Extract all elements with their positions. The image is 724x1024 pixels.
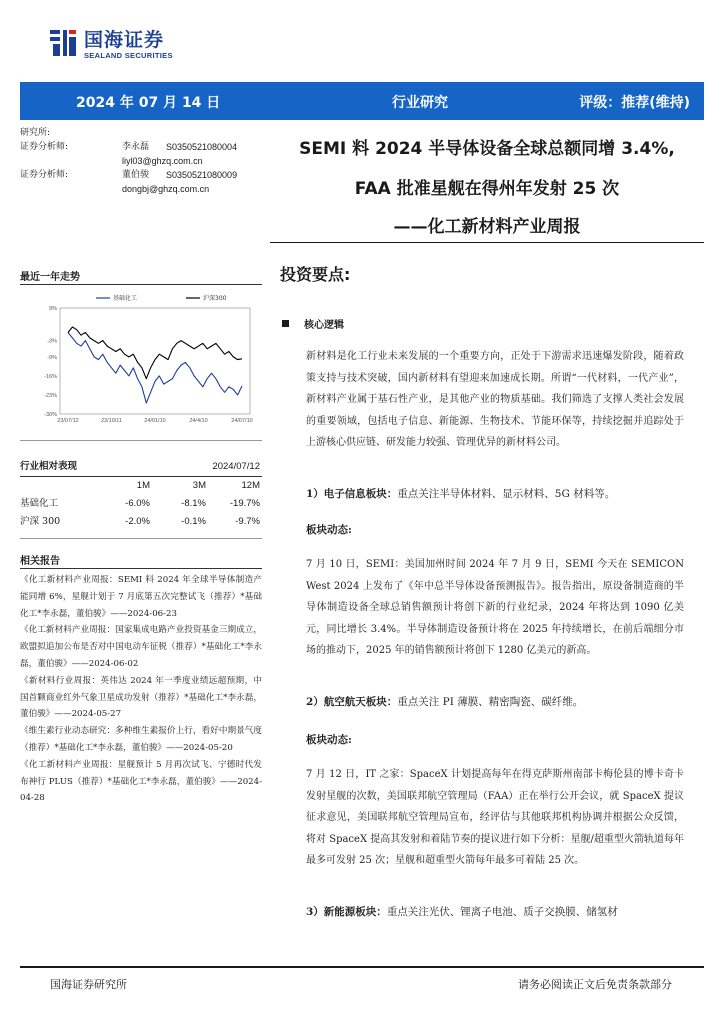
- aerospace-heading: 2）航空航天板块：: [306, 696, 398, 708]
- analyst-id: S0350521080009: [166, 170, 238, 180]
- table-row: [20, 495, 262, 513]
- y-tick-label: 9%: [49, 306, 57, 312]
- brand-name-cn: 国海证券: [84, 28, 165, 51]
- related-reports-list: [20, 572, 262, 807]
- analyst-id: S0350521080004: [166, 142, 238, 152]
- column-header: 3M: [192, 480, 206, 491]
- table-row: [20, 513, 262, 531]
- legend-label: 沪深300: [203, 295, 227, 302]
- trend-chart-svg: [36, 288, 256, 430]
- related-report-item[interactable]: 《维生素行业动态研究：多种维生素报价上行，看好中期景气度（推荐）*基础化工*李永磊，董伯骏》——2024-05-20: [20, 726, 262, 753]
- table-bottom-divider: [20, 538, 262, 539]
- related-heading: 相关报告: [20, 556, 60, 567]
- institute-label: 研究所:: [20, 128, 51, 138]
- x-tick-label: 23/07/12: [57, 418, 79, 424]
- aerospace-news: 7 月 12 日，IT 之家：SpaceX 计划提高每年在得克萨斯州南部卡梅伦县的博卡奇卡发射星舰的次数，美国联邦航空管理局（FAA）正在举行公开会议，就 SpaceX 提议征求意见，美国联邦航空管理局宣布，经评估与其他联邦机构协调并根据公众反馈，将对 SpaceX 提高其发射和着陆节奏的提议进行如下分析：星舰/超重型火箭轨道每年最多可发射 25 次；星舰和超重型火箭每年最多可着陆 25 次。: [306, 769, 684, 866]
- report-type: 行业研究: [392, 95, 448, 111]
- header-banner: [20, 82, 704, 120]
- brand-name-en: SEALAND SECURITIES: [84, 50, 173, 60]
- electronics-heading: 1）电子信息板块：: [306, 488, 398, 500]
- electronics-news: 7 月 10 日，SEMI：美国加州时间 2024 年 7 月 9 日，SEMI 今天在 SEMICON West 2024 上发布了《年中总半导体设备预测报告》。报告指出，原设备制造商的半导体制造设备全球总销售额预计将创下新的行业纪录，2024 年将达到 1090 亿美元，同比增长 3.4%。半导体制造设备预计将在 2025 年持续增长，在前后端细分市场的推动下，2025 年的销售额预计将创下 1280 亿美元的新高。: [306, 559, 684, 656]
- sector-dynamics-label: 板块动态:: [306, 524, 352, 536]
- series-line: [68, 327, 242, 379]
- trend-divider: [20, 284, 262, 285]
- y-tick-label: -3%: [47, 338, 57, 345]
- row-name: 沪深 300: [20, 516, 61, 527]
- aerospace-focus: 重点关注 PI 薄膜、精密陶瓷、碳纤维。: [397, 696, 584, 708]
- core-logic-heading: 核心逻辑: [304, 320, 344, 331]
- energy-heading: 3）新能源板块：: [306, 906, 387, 918]
- company-logo: [48, 24, 173, 64]
- analyst-email[interactable]: liyl03@ghzq.com.cn: [122, 156, 203, 166]
- analyst-name: 李永磊: [122, 142, 150, 152]
- sealand-logo-icon: [48, 27, 78, 61]
- trend-heading: 最近一年走势: [20, 272, 80, 283]
- related-divider: [20, 568, 262, 569]
- energy-focus: 重点关注光伏、锂离子电池、质子交换膜、储氢材: [386, 906, 618, 918]
- x-tick-label: 24/07/10: [231, 418, 253, 424]
- sector-dynamics-label: 板块动态:: [306, 734, 352, 746]
- y-tick-label: -16%: [44, 373, 57, 380]
- performance-date: 2024/07/12: [212, 461, 260, 472]
- bullet-square-icon: [282, 320, 289, 327]
- performance-heading: 行业相对表现: [20, 461, 78, 472]
- chart-bottom-divider: [20, 440, 262, 441]
- report-subtitle: ——化工新材料产业周报: [393, 217, 581, 237]
- x-tick-label: 24/01/10: [144, 418, 166, 424]
- report-title-line1: SEMI 料 2024 半导体设备全球总额同增 3.4%,: [299, 139, 675, 159]
- report-date: 2024 年 07 月 14 日: [76, 95, 221, 111]
- x-tick-label: 23/10/11: [100, 418, 123, 424]
- energy-section: [306, 904, 618, 919]
- cell-value: -9.7%: [235, 516, 260, 527]
- cell-value: -8.1%: [181, 498, 206, 509]
- footer-institute: 国海证券研究所: [50, 978, 127, 991]
- analyst-email[interactable]: dongbj@ghzq.com.cn: [122, 184, 210, 194]
- intro-paragraph: 新材料是化工行业未来发展的一个重要方向，正处于下游需求迅速爆发阶段，随着政策支持与技术突破，国内新材料有望迎来加速成长期。所谓“一代材料，一代产业”，新材料产业属于基石性产业，是其他产业的物质基础。我们筛选了支撑人类社会发展的重要领域，包括电子信息、新能源、生物技术、节能环保等，持续挖掘并追踪处于上游核心供应链、研发能力较强、管理优异的新材料公司。: [306, 351, 684, 448]
- cell-value: -2.0%: [125, 516, 150, 527]
- performance-heading-row: [20, 458, 262, 476]
- x-tick-label: 24/4/10: [189, 418, 208, 424]
- row-name: 基础化工: [20, 498, 59, 509]
- y-tick-label: -23%: [44, 392, 57, 399]
- column-header: 12M: [241, 480, 260, 491]
- title-divider: [270, 242, 704, 243]
- trend-chart: [36, 288, 256, 430]
- footer-divider: [20, 966, 704, 968]
- investment-highlights-heading: 投资要点:: [280, 265, 351, 284]
- column-header: 1M: [136, 480, 150, 491]
- aerospace-section: [306, 694, 583, 709]
- y-tick-label: -30%: [44, 412, 57, 418]
- performance-column-row: [20, 477, 262, 495]
- report-rating: 评级：推荐(维持): [579, 95, 690, 111]
- related-report-item[interactable]: 《化工新材料产业周报：国家集成电路产业投资基金三期成立，欧盟拟追加公布是否对中国电动车征税（推荐）*基础化工*李永磊，董伯骏》——2024-06-02: [20, 625, 262, 669]
- cell-value: -0.1%: [181, 516, 206, 527]
- analyst-label: 证券分析师:: [20, 142, 69, 152]
- related-report-item[interactable]: 《化工新材料产业周报：星舰预计 5 月再次试飞、宁德时代发布神行 PLUS（推荐）*基础化工*李永磊，董伯骏》——2024-04-28: [20, 759, 262, 804]
- analyst-name: 董伯骏: [122, 170, 150, 180]
- analyst-block: [20, 126, 270, 196]
- legend-label: 基础化工: [113, 295, 138, 302]
- related-report-item[interactable]: 《化工新材料产业周报：SEMI 料 2024 年全球半导体制造产能同增 6%，星舰计划于 7 月底第五次完整试飞（推荐）*基础化工*李永磊，董伯骏》——2024-06-23: [20, 575, 262, 619]
- footer-disclaimer: 请务必阅读正文后免责条款部分: [518, 978, 672, 991]
- analyst-label: 证券分析师:: [20, 170, 69, 180]
- performance-table: [20, 458, 262, 531]
- report-title-line2: FAA 批准星舰在得州年发射 25 次: [354, 179, 620, 199]
- cell-value: -6.0%: [125, 498, 150, 509]
- electronics-section: [306, 486, 615, 501]
- chart-frame: [60, 308, 250, 414]
- related-report-item[interactable]: 《新材料行业周报：英伟达 2024 年一季度业绩远超预期，中国首颗商业红外气象卫星成功发射（推荐）*基础化工*李永磊，董伯骏》——2024-05-27: [20, 675, 262, 720]
- cell-value: -19.7%: [229, 498, 260, 509]
- y-tick-label: -9%: [47, 354, 57, 361]
- electronics-focus: 重点关注半导体材料、显示材料、5G 材料等。: [397, 488, 616, 500]
